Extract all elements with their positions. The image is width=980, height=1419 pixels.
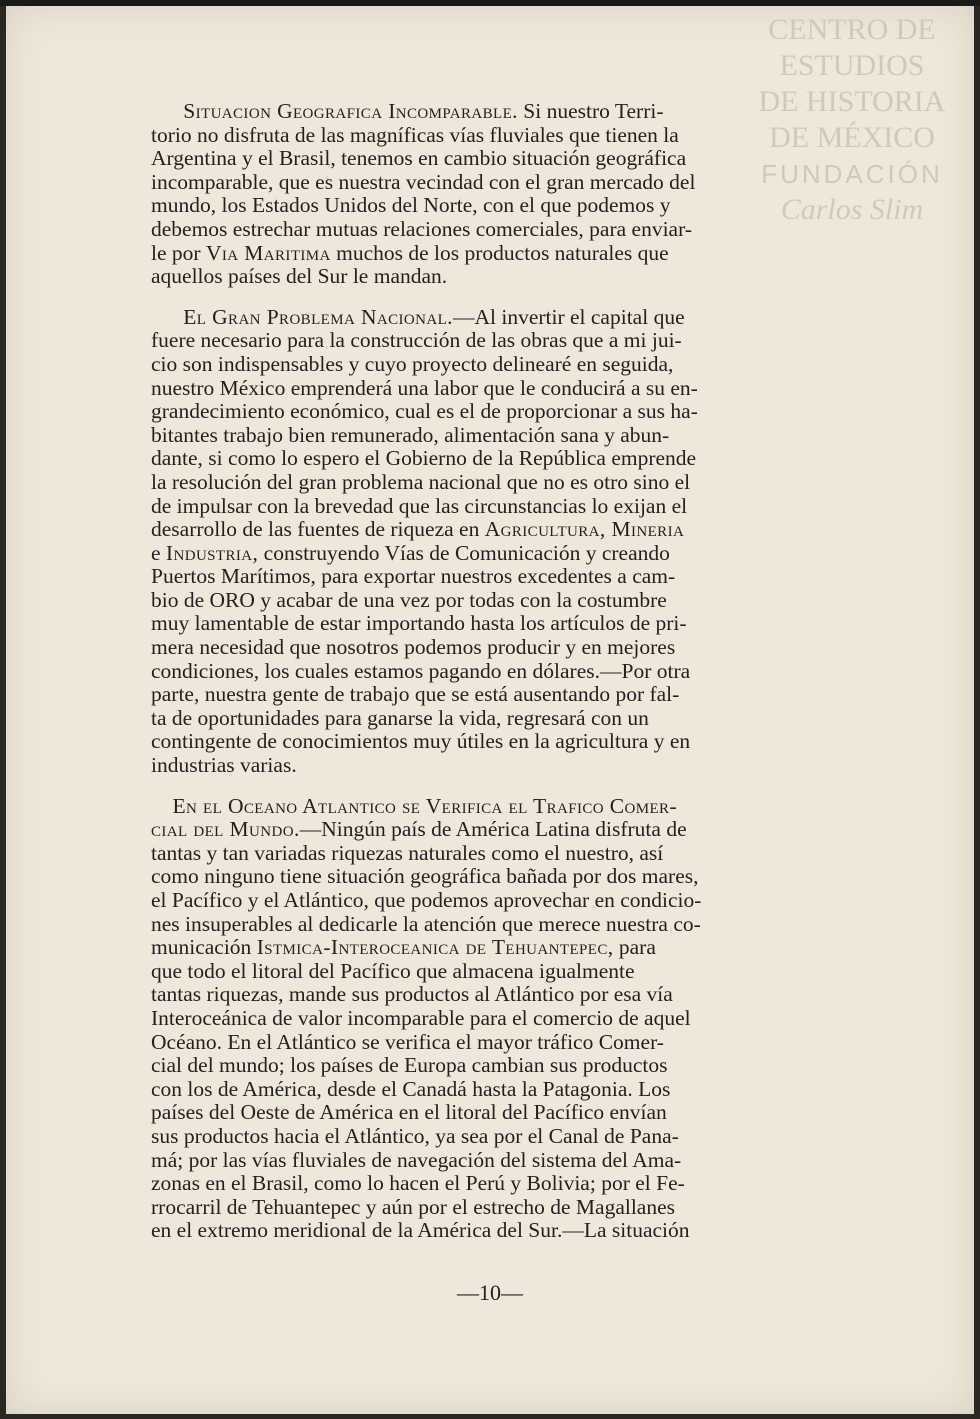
text-line — [151, 518, 873, 542]
text-span: e — [151, 540, 166, 565]
section-heading: El Gran Problema Nacional. — [183, 304, 453, 329]
watermark-line: CENTRO DE — [768, 13, 936, 46]
text-line: nes insuperables al dedicarle la atención que merece nuestra co- — [151, 911, 701, 936]
text-line — [151, 936, 873, 960]
text-line: torio no disfruta de las magníficas vías fluviales que tienen la — [151, 122, 679, 147]
text-line: Interoceánica de valor incomparable para el comercio de aquel — [151, 1005, 691, 1030]
text-line: Argentina y el Brasil, tenemos en cambio situación geográfica — [151, 146, 687, 171]
watermark-signature: Carlos Slim — [780, 193, 924, 226]
text-line: fuere necesario para la construcción de las obras que a mi jui- — [151, 328, 682, 353]
text-line: sus productos hacia el Atlántico, ya sea por el Canal de Pana- — [151, 1123, 679, 1148]
text-line: bitantes trabajo bien remunerado, alimentación sana y abun- — [151, 422, 670, 447]
text-span: —Ningún país de América Latina disfruta de — [299, 817, 687, 842]
text-line — [151, 242, 873, 266]
text-line: mundo, los Estados Unidos del Norte, con el que podemos y — [151, 193, 671, 218]
text-line: tantas y tan variadas riquezas naturales como el nuestro, así — [151, 840, 664, 865]
text-line: el Pacífico y el Atlántico, que podemos aprovechar en condicio- — [151, 888, 702, 912]
text-line — [151, 100, 873, 124]
watermark-line: DE HISTORIA — [758, 85, 946, 118]
section-heading: En el Oceano Atlantico se Verifica el Trafico Comer- — [172, 793, 678, 818]
text-line: de impulsar con la brevedad que las circunstancias lo exijan el — [151, 493, 688, 518]
text-span: desarrollo de las fuentes de riqueza en — [151, 517, 485, 542]
text-line: con los de América, desde el Canadá hasta la Patagonia. Los — [151, 1076, 671, 1101]
text-line: dante, si como lo espero el Gobierno de la República emprende — [151, 446, 697, 471]
text-line: ta de oportunidades para ganarse la vida, regresará con un — [151, 705, 649, 730]
text-line: países del Oeste de América en el litoral del Pacífico envían — [151, 1100, 667, 1125]
text-line: muy lamentable de estar importando hasta los artículos de pri- — [151, 611, 687, 636]
text-line: mera necesidad que nosotros podemos producir y en mejores — [151, 635, 676, 660]
text-span: para — [613, 935, 656, 960]
emphasis: Agricultura, Mineria — [484, 517, 685, 542]
text-line: rrocarril de Tehuantepec y aún por el estrecho de Magallanes — [151, 1194, 676, 1219]
text-line: cio son indispensables y cuyo proyecto delinearé en seguida, — [151, 351, 674, 376]
text-span: —Al invertir el capital que — [452, 304, 685, 329]
section-heading: Situacion Geografica Incomparable. — [183, 99, 518, 123]
section-heading: cial del Mundo. — [151, 817, 300, 842]
text-line: tantas riquezas, mande sus productos al Atlántico por esa vía — [151, 982, 673, 1007]
text-span: municación — [151, 935, 257, 960]
document-page — [6, 6, 974, 1414]
text-line: cial del mundo; los países de Europa cambian sus productos — [151, 1053, 668, 1078]
text-line: condiciones, los cuales estamos pagando en dólares.—Por otra — [151, 658, 691, 683]
paragraph-situacion-geografica — [151, 100, 873, 289]
text-span: muchos de los productos naturales que — [330, 240, 669, 265]
emphasis: Via Maritima — [205, 240, 331, 265]
text-line: contingente de conocimientos muy útiles en la agricultura y en — [151, 729, 691, 754]
text-line: industrias varias. — [151, 753, 297, 778]
text-line: Océano. En el Atlántico se verifica el mayor tráfico Comer- — [151, 1029, 664, 1054]
body-text — [151, 100, 873, 1260]
text-span: construyendo Vías de Comunicación y creando — [258, 540, 670, 565]
emphasis: Industria, — [165, 540, 259, 565]
text-line: Puertos Marítimos, para exportar nuestros excedentes a cam- — [151, 564, 676, 589]
text-span: Si nuestro Terri- — [517, 99, 664, 123]
text-line: má; por las vías fluviales de navegación del sistema del Ama- — [151, 1147, 682, 1172]
text-line: debemos estrechar mutuas relaciones comerciales, para enviar- — [151, 216, 692, 241]
watermark-line: DE MÉXICO — [769, 121, 935, 154]
text-line: nuestro México emprenderá una labor que le conducirá a su en- — [151, 375, 698, 400]
text-span: le por — [151, 240, 206, 265]
emphasis: Istmica-Interoceanica de Tehuantepec, — [256, 935, 614, 960]
text-line — [151, 795, 873, 819]
text-line: en el extremo meridional de la América del Sur.—La situación — [151, 1218, 690, 1243]
text-line: bio de ORO y acabar de una vez por todas con la costumbre — [151, 587, 667, 612]
text-line: grandecimiento económico, cual es el de proporcionar a sus ha- — [151, 399, 698, 424]
watermark-line: FUNDACIÓN — [761, 159, 943, 189]
paragraph-oceano-atlantico — [151, 795, 873, 1243]
watermark-line: ESTUDIOS — [779, 49, 925, 82]
text-line: zonas en el Brasil, como lo hacen el Perú y Bolivia; por el Fe- — [151, 1171, 685, 1196]
text-line: incomparable, que es nuestra vecindad con el gran mercado del — [151, 169, 696, 194]
paragraph-problema-nacional — [151, 306, 873, 778]
text-line: aquellos países del Sur le mandan. — [151, 264, 448, 289]
text-line — [151, 306, 873, 330]
text-line — [151, 542, 873, 566]
text-line: que todo el litoral del Pacífico que almacena igualmente — [151, 958, 635, 983]
text-line: la resolución del gran problema nacional que no es otro sino el — [151, 469, 691, 494]
text-line: parte, nuestra gente de trabajo que se está ausentando por fal- — [151, 682, 680, 707]
text-line: como ninguno tiene situación geográfica bañada por dos mares, — [151, 864, 699, 889]
text-line — [151, 818, 873, 842]
page-number: —10— — [457, 1280, 523, 1305]
